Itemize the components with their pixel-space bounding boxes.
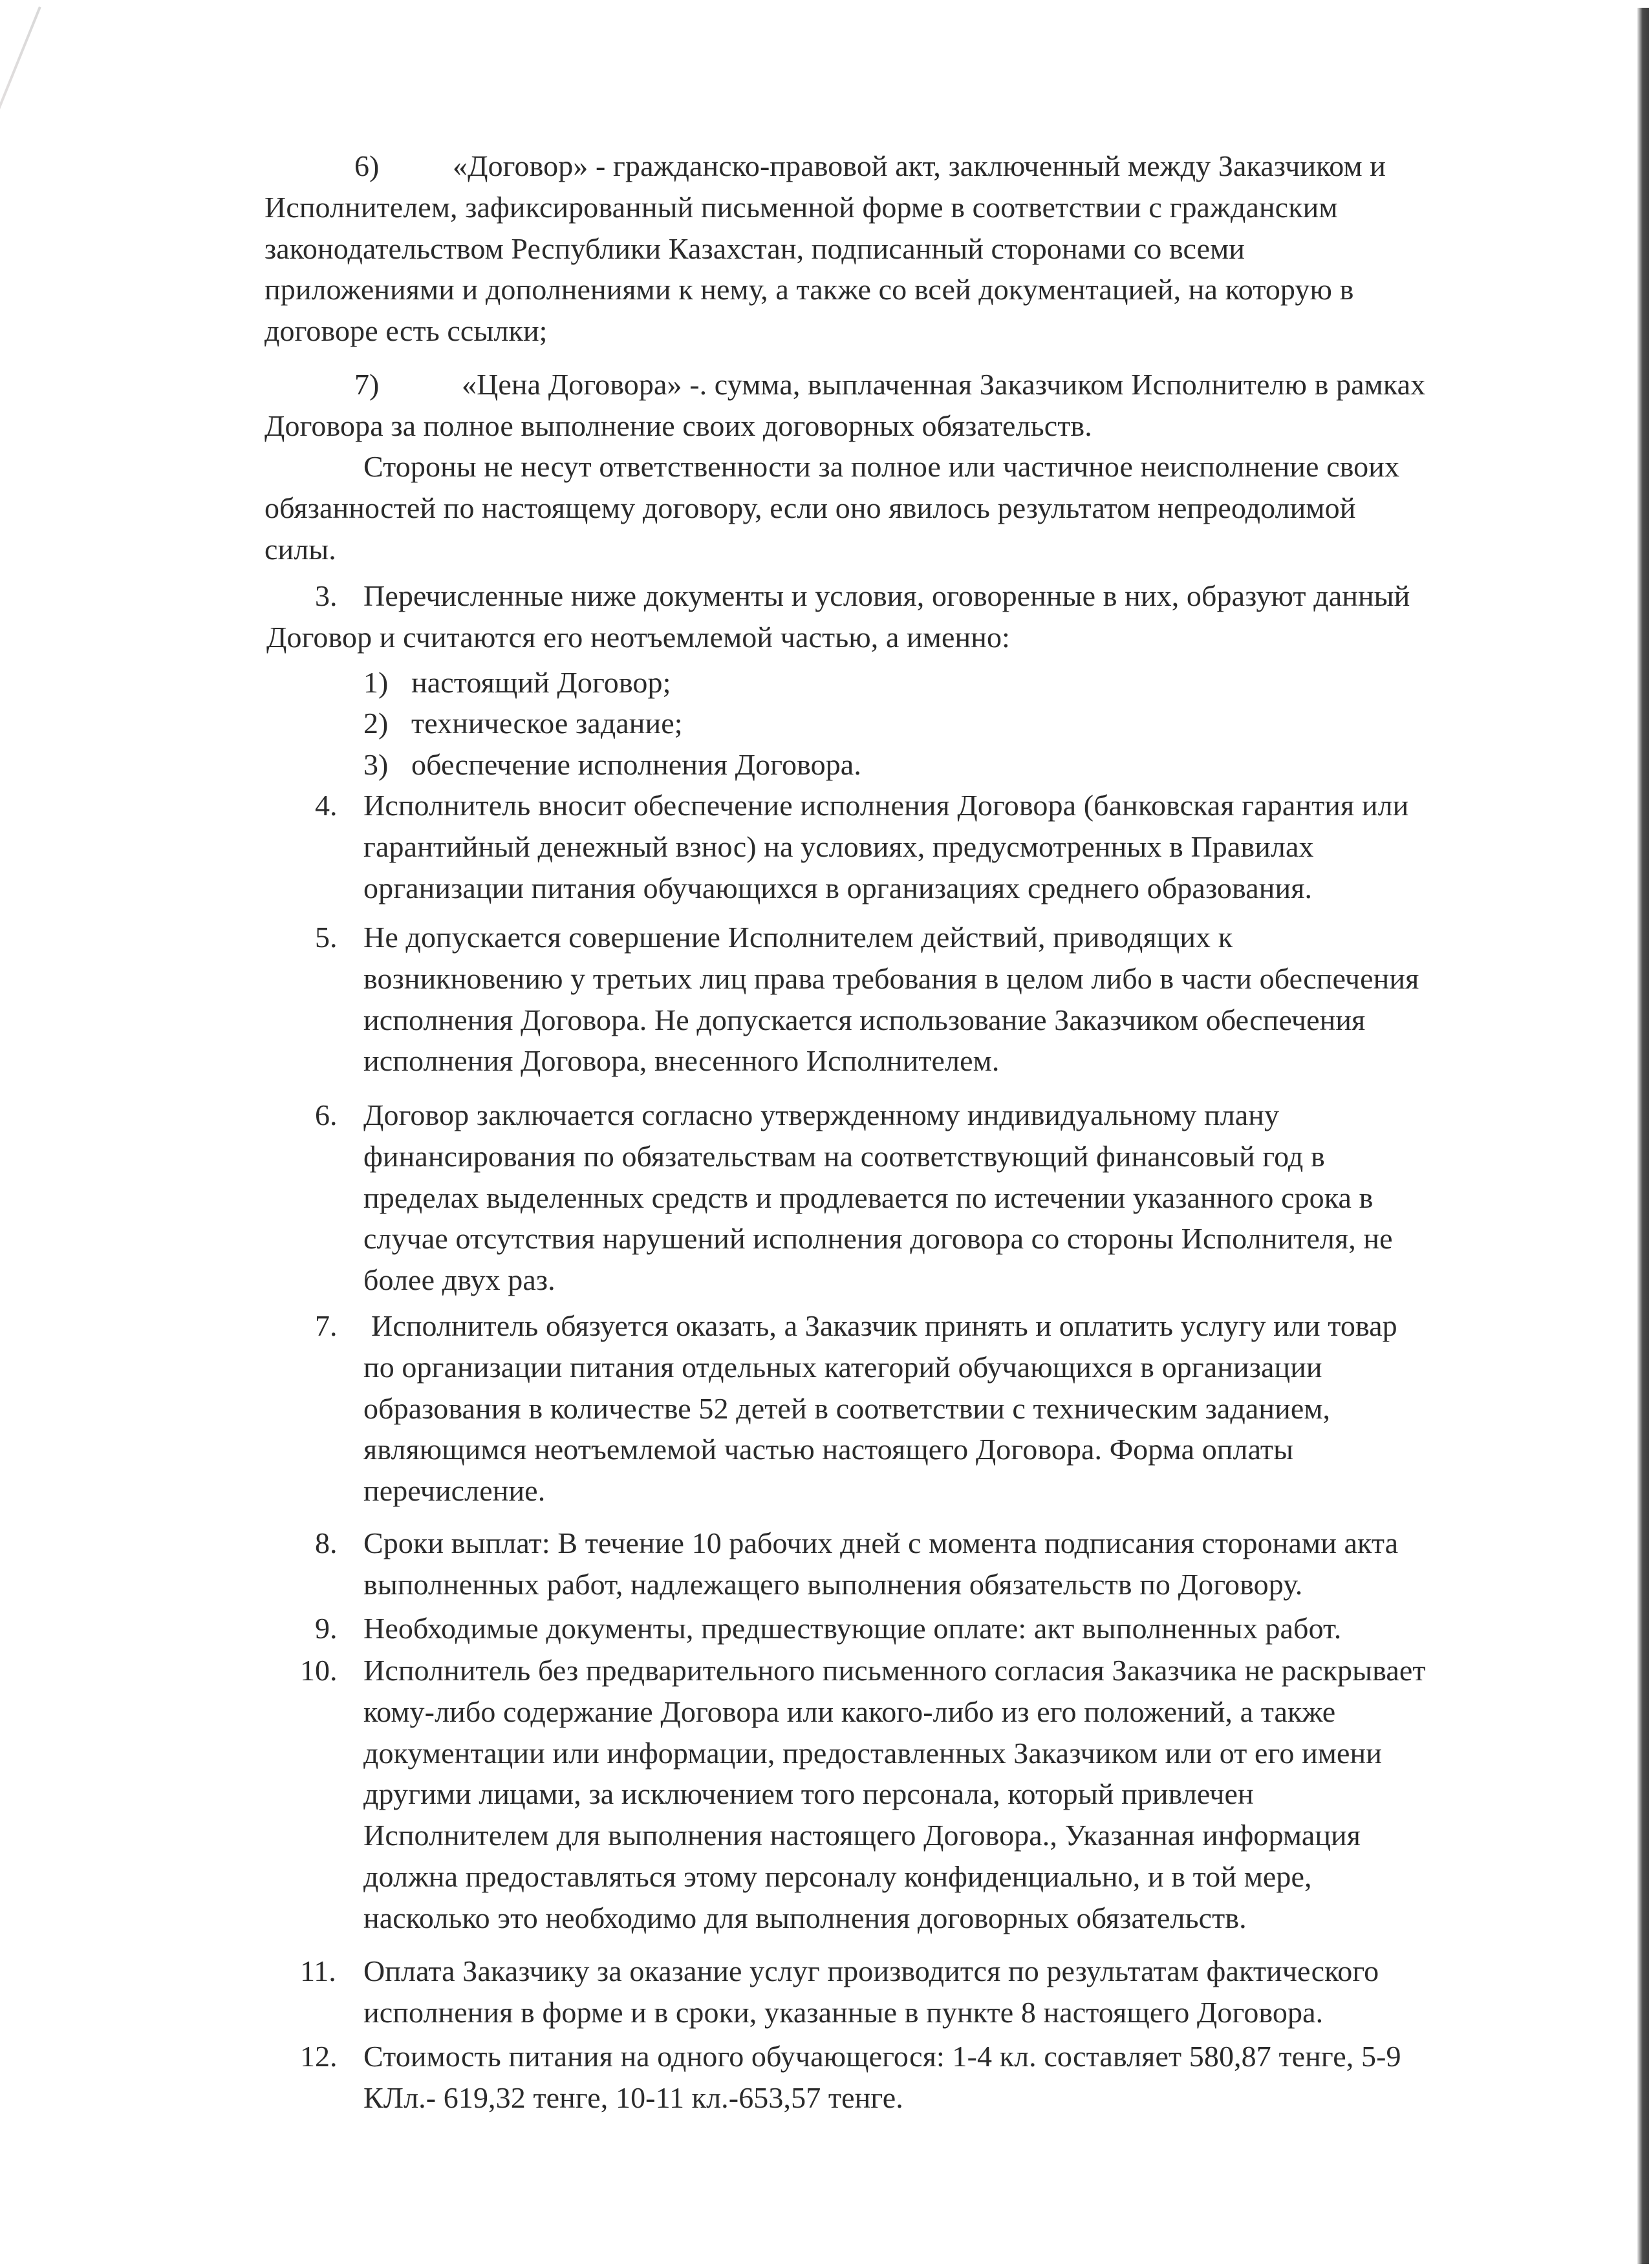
item-line: финансирования по обязательствам на соответствующий финансовый год в xyxy=(363,1139,1325,1173)
item-line: организации питания обучающихся в организациях среднего образования. xyxy=(363,871,1313,904)
item-number: 3. xyxy=(315,579,338,612)
item-line: документации или информации, предоставленных Заказчиком или от его имени xyxy=(363,1736,1382,1770)
definition-line: Исполнителем, зафиксированный письменной форме в соответствии с гражданским xyxy=(264,190,1338,224)
item-number: 10. xyxy=(300,1654,338,1687)
item-line: Исполнитель обязуется оказать, а Заказчик принять и оплатить услугу или товар xyxy=(371,1309,1397,1342)
subitem-text: техническое задание; xyxy=(411,707,683,740)
subitem-number: 2) xyxy=(363,707,389,740)
item-line: должна предоставляться этому персоналу конфиденциально, и в той мере, xyxy=(363,1860,1312,1893)
item-line: Исполнитель вносит обеспечение исполнения Договора (банковская гарантия или xyxy=(363,789,1409,822)
item-number: 9. xyxy=(315,1612,338,1645)
item-number: 7. xyxy=(315,1309,338,1342)
item-line: Перечисленные ниже документы и условия, оговоренные в них, образуют данный xyxy=(363,579,1410,612)
scan-artifact-line xyxy=(0,6,41,235)
item-line: более двух раз. xyxy=(363,1263,555,1297)
item-line: Исполнителем для выполнения настоящего Договора., Указанная информация xyxy=(363,1819,1361,1852)
item-line: кому-либо содержание Договора или какого-либо из его положений, а также xyxy=(363,1695,1336,1728)
subitem-number: 1) xyxy=(363,665,389,699)
definition-line: приложениями и дополнениями к нему, а также со всей документацией, на которую в xyxy=(264,273,1354,306)
item-line: пределах выделенных средств и продлевается по истечении указанного срока в xyxy=(363,1181,1374,1214)
item-line: насколько это необходимо для выполнения договорных обязательств. xyxy=(363,1901,1247,1934)
scan-page-edge xyxy=(1637,8,1649,2264)
item-line: исполнения Договора. Не допускается использование Заказчиком обеспечения xyxy=(363,1003,1366,1036)
item-number: 6. xyxy=(315,1098,338,1131)
item-line: Договор и считаются его неотъемлемой частью, а именно: xyxy=(266,620,1010,654)
force-majeure-line: силы. xyxy=(264,532,336,566)
item-number: 8. xyxy=(315,1526,338,1559)
definition-number: 6) xyxy=(354,149,380,182)
item-line: исполнения в форме и в сроки, указанные в пункте 8 настоящего Договора. xyxy=(363,1995,1324,2029)
subitem-number: 3) xyxy=(363,748,389,782)
item-line: случае отсутствия нарушений исполнения договора со стороны Исполнителя, не xyxy=(363,1222,1393,1256)
force-majeure-line: Стороны не несут ответственности за полное или частичное неисполнение своих xyxy=(363,450,1400,483)
item-line: перечисление. xyxy=(363,1474,546,1508)
definition-line: «Цена Договора» -. сумма, выплаченная Заказчиком Исполнителю в рамках xyxy=(462,368,1426,401)
item-line: Исполнитель без предварительного письменного согласия Заказчика не раскрывает xyxy=(363,1654,1426,1687)
item-number: 4. xyxy=(315,789,338,822)
item-line: Необходимые документы, предшествующие оплате: акт выполненных работ. xyxy=(363,1612,1342,1645)
subitem-text: обеспечение исполнения Договора. xyxy=(411,748,861,782)
item-line: исполнения Договора, внесенного Исполнителем. xyxy=(363,1044,1000,1078)
definition-line: договоре есть ссылки; xyxy=(264,314,548,348)
item-line: возникновению у третьих лиц права требования в целом либо в части обеспечения xyxy=(363,961,1419,995)
item-line: КЛл.- 619,32 тенге, 10-11 кл.-653,57 тенге. xyxy=(363,2081,903,2114)
force-majeure-line: обязанностей по настоящему договору, если оно явилось результатом непреодолимой xyxy=(264,491,1356,524)
subitem-text: настоящий Договор; xyxy=(411,665,671,699)
item-line: являющимся неотъемлемой частью настоящего Договора. Форма оплаты xyxy=(363,1433,1294,1466)
item-line: гарантийный денежный взнос) на условиях, предусмотренных в Правилах xyxy=(363,829,1314,863)
item-line: выполненных работ, надлежащего выполнения обязательств по Договору. xyxy=(363,1567,1303,1601)
item-line: другими лицами, за исключением того персонала, который привлечен xyxy=(363,1777,1254,1811)
item-number: 5. xyxy=(315,921,338,954)
item-line: Стоимость питания на одного обучающегося: 1-4 кл. составляет 580,87 тенге, 5-9 xyxy=(363,2040,1401,2073)
item-line: Договор заключается согласно утвержденному индивидуальному плану xyxy=(363,1098,1280,1131)
item-line: Оплата Заказчику за оказание услуг производится по результатам фактического xyxy=(363,1954,1379,1987)
definition-line: «Договор» - гражданско-правовой акт, заключенный между Заказчиком и xyxy=(453,149,1386,182)
item-line: Не допускается совершение Исполнителем действий, приводящих к xyxy=(363,921,1233,954)
definition-number: 7) xyxy=(354,368,380,401)
item-line: по организации питания отдельных категорий обучающихся в организации xyxy=(363,1350,1322,1384)
definition-line: Договора за полное выполнение своих договорных обязательств. xyxy=(264,409,1092,442)
item-number: 12. xyxy=(300,2040,338,2073)
item-number: 11. xyxy=(300,1954,336,1987)
definition-line: законодательством Республики Казахстан, подписанный сторонами со всеми xyxy=(264,231,1245,265)
item-line: образования в количестве 52 детей в соответствии с техническим заданием, xyxy=(363,1391,1331,1425)
item-line: Сроки выплат: В течение 10 рабочих дней с момента подписания сторонами акта xyxy=(363,1526,1399,1559)
